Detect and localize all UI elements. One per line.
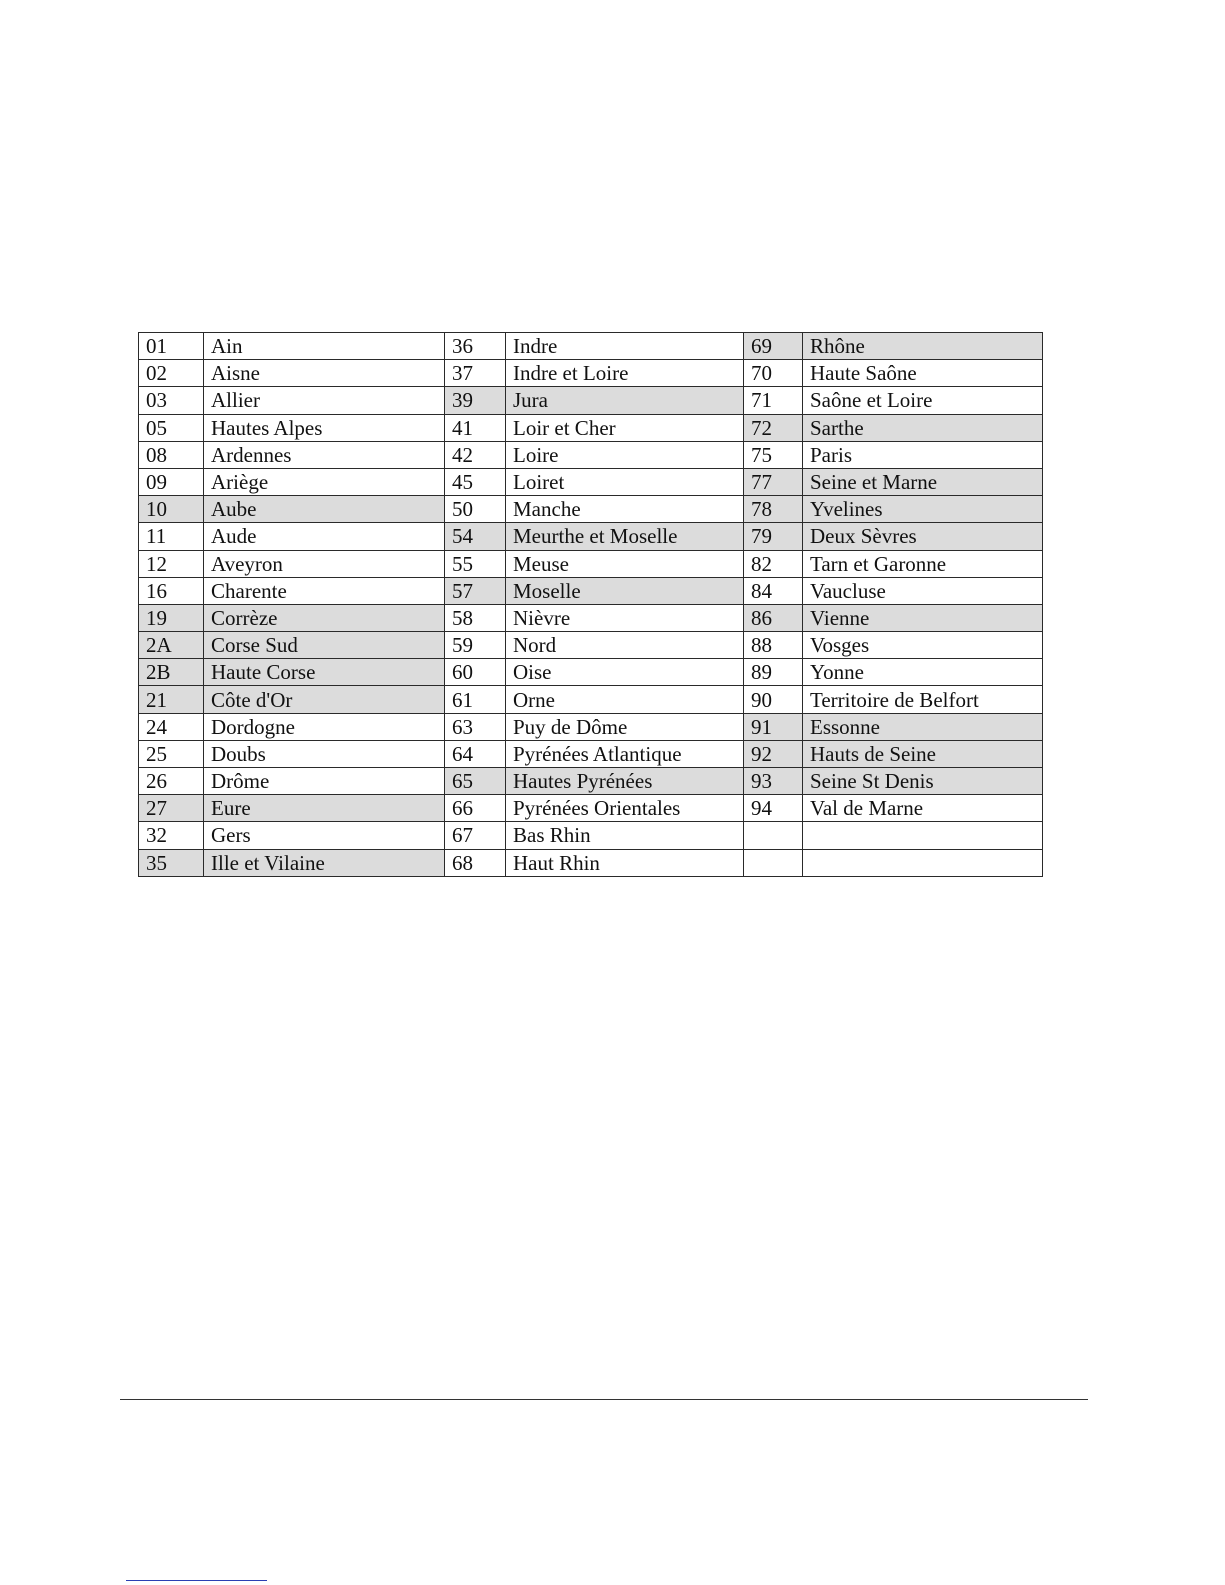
departments-table xyxy=(138,332,1043,877)
department-name-cell: Orne xyxy=(506,686,744,713)
department-code-cell: 58 xyxy=(445,604,506,631)
department-code-cell: 21 xyxy=(139,686,204,713)
department-name-cell: Meurthe et Moselle xyxy=(506,523,744,550)
table-row xyxy=(139,550,1043,577)
department-name-cell: Seine et Marne xyxy=(803,468,1043,495)
department-code-cell: 88 xyxy=(744,632,803,659)
department-code-cell: 93 xyxy=(744,768,803,795)
department-name-cell: Loire xyxy=(506,441,744,468)
department-name-cell: Allier xyxy=(204,387,445,414)
department-code-cell: 45 xyxy=(445,468,506,495)
department-name-cell: Vaucluse xyxy=(803,577,1043,604)
department-code-cell: 69 xyxy=(744,333,803,360)
department-code-cell: 05 xyxy=(139,414,204,441)
department-code-cell: 32 xyxy=(139,822,204,849)
department-name-cell: Ain xyxy=(204,333,445,360)
department-name-cell: Aveyron xyxy=(204,550,445,577)
department-code-cell: 27 xyxy=(139,795,204,822)
department-code-cell: 26 xyxy=(139,768,204,795)
department-code-cell: 50 xyxy=(445,496,506,523)
department-name-cell: Manche xyxy=(506,496,744,523)
department-code-cell: 65 xyxy=(445,768,506,795)
department-code-cell: 2B xyxy=(139,659,204,686)
department-code-cell: 24 xyxy=(139,713,204,740)
department-code-cell: 12 xyxy=(139,550,204,577)
department-name-cell: Haute Saône xyxy=(803,360,1043,387)
department-code-cell: 11 xyxy=(139,523,204,550)
department-code-cell: 37 xyxy=(445,360,506,387)
department-name-cell: Deux Sèvres xyxy=(803,523,1043,550)
department-code-cell: 60 xyxy=(445,659,506,686)
department-name-cell: Corrèze xyxy=(204,604,445,631)
department-name-cell: Loir et Cher xyxy=(506,414,744,441)
table-row xyxy=(139,523,1043,550)
table-row xyxy=(139,686,1043,713)
department-name-cell: Aube xyxy=(204,496,445,523)
table-row xyxy=(139,740,1043,767)
department-code-cell: 92 xyxy=(744,740,803,767)
department-code-cell: 79 xyxy=(744,523,803,550)
department-name-cell: Nord xyxy=(506,632,744,659)
department-code-cell xyxy=(744,849,803,876)
department-name-cell: Aude xyxy=(204,523,445,550)
department-name-cell: Loiret xyxy=(506,468,744,495)
department-name-cell: Indre et Loire xyxy=(506,360,744,387)
department-name-cell: Meuse xyxy=(506,550,744,577)
department-name-cell: Saône et Loire xyxy=(803,387,1043,414)
department-code-cell: 71 xyxy=(744,387,803,414)
department-name-cell: Moselle xyxy=(506,577,744,604)
department-name-cell: Yonne xyxy=(803,659,1043,686)
department-name-cell: Ille et Vilaine xyxy=(204,849,445,876)
department-code-cell: 72 xyxy=(744,414,803,441)
department-name-cell: Indre xyxy=(506,333,744,360)
department-name-cell: Ardennes xyxy=(204,441,445,468)
table-row xyxy=(139,768,1043,795)
department-name-cell: Doubs xyxy=(204,740,445,767)
department-name-cell: Charente xyxy=(204,577,445,604)
department-code-cell: 86 xyxy=(744,604,803,631)
department-name-cell: Gers xyxy=(204,822,445,849)
department-code-cell: 91 xyxy=(744,713,803,740)
department-code-cell: 54 xyxy=(445,523,506,550)
table-row xyxy=(139,468,1043,495)
department-code-cell: 70 xyxy=(744,360,803,387)
department-name-cell: Paris xyxy=(803,441,1043,468)
department-name-cell: Pyrénées Atlantique xyxy=(506,740,744,767)
footer-divider xyxy=(120,1399,1088,1400)
table-row xyxy=(139,659,1043,686)
department-name-cell: Val de Marne xyxy=(803,795,1043,822)
department-code-cell: 84 xyxy=(744,577,803,604)
department-code-cell: 63 xyxy=(445,713,506,740)
department-code-cell: 90 xyxy=(744,686,803,713)
table-row xyxy=(139,441,1043,468)
department-code-cell: 75 xyxy=(744,441,803,468)
department-code-cell: 59 xyxy=(445,632,506,659)
department-code-cell: 16 xyxy=(139,577,204,604)
department-code-cell: 55 xyxy=(445,550,506,577)
department-code-cell: 09 xyxy=(139,468,204,495)
department-name-cell: Sarthe xyxy=(803,414,1043,441)
department-name-cell xyxy=(803,822,1043,849)
department-code-cell: 67 xyxy=(445,822,506,849)
department-code-cell: 78 xyxy=(744,496,803,523)
department-name-cell: Rhône xyxy=(803,333,1043,360)
department-name-cell: Hauts de Seine xyxy=(803,740,1043,767)
department-name-cell: Haute Corse xyxy=(204,659,445,686)
department-code-cell: 64 xyxy=(445,740,506,767)
department-name-cell: Seine St Denis xyxy=(803,768,1043,795)
department-code-cell: 10 xyxy=(139,496,204,523)
department-code-cell: 03 xyxy=(139,387,204,414)
table-row xyxy=(139,577,1043,604)
department-code-cell: 02 xyxy=(139,360,204,387)
table-row xyxy=(139,713,1043,740)
table-row xyxy=(139,496,1043,523)
table-row xyxy=(139,333,1043,360)
department-name-cell: Corse Sud xyxy=(204,632,445,659)
department-name-cell: Hautes Pyrénées xyxy=(506,768,744,795)
department-name-cell: Territoire de Belfort xyxy=(803,686,1043,713)
department-code-cell: 68 xyxy=(445,849,506,876)
department-name-cell: Yvelines xyxy=(803,496,1043,523)
department-code-cell: 82 xyxy=(744,550,803,577)
table-row xyxy=(139,604,1043,631)
footnote-divider xyxy=(126,1580,267,1581)
department-name-cell: Nièvre xyxy=(506,604,744,631)
department-code-cell: 66 xyxy=(445,795,506,822)
table-row xyxy=(139,414,1043,441)
departments-table-body xyxy=(139,333,1043,877)
department-name-cell: Côte d'Or xyxy=(204,686,445,713)
department-code-cell: 94 xyxy=(744,795,803,822)
department-code-cell: 01 xyxy=(139,333,204,360)
department-name-cell: Vienne xyxy=(803,604,1043,631)
department-code-cell: 89 xyxy=(744,659,803,686)
department-name-cell: Bas Rhin xyxy=(506,822,744,849)
department-name-cell: Eure xyxy=(204,795,445,822)
department-name-cell: Drôme xyxy=(204,768,445,795)
department-name-cell: Ariège xyxy=(204,468,445,495)
department-name-cell: Pyrénées Orientales xyxy=(506,795,744,822)
department-code-cell: 42 xyxy=(445,441,506,468)
department-code-cell: 35 xyxy=(139,849,204,876)
table-row xyxy=(139,632,1043,659)
department-code-cell: 41 xyxy=(445,414,506,441)
department-code-cell: 61 xyxy=(445,686,506,713)
department-name-cell: Essonne xyxy=(803,713,1043,740)
department-code-cell: 36 xyxy=(445,333,506,360)
table-row xyxy=(139,795,1043,822)
department-code-cell: 39 xyxy=(445,387,506,414)
department-code-cell: 2A xyxy=(139,632,204,659)
department-name-cell: Jura xyxy=(506,387,744,414)
department-name-cell: Dordogne xyxy=(204,713,445,740)
table-row xyxy=(139,360,1043,387)
department-name-cell: Puy de Dôme xyxy=(506,713,744,740)
department-code-cell xyxy=(744,822,803,849)
department-code-cell: 19 xyxy=(139,604,204,631)
table-row xyxy=(139,387,1043,414)
department-code-cell: 08 xyxy=(139,441,204,468)
department-code-cell: 57 xyxy=(445,577,506,604)
department-code-cell: 25 xyxy=(139,740,204,767)
department-code-cell: 77 xyxy=(744,468,803,495)
department-name-cell: Vosges xyxy=(803,632,1043,659)
department-name-cell: Haut Rhin xyxy=(506,849,744,876)
department-name-cell: Aisne xyxy=(204,360,445,387)
table-row xyxy=(139,822,1043,849)
department-name-cell: Tarn et Garonne xyxy=(803,550,1043,577)
department-name-cell: Oise xyxy=(506,659,744,686)
department-name-cell xyxy=(803,849,1043,876)
table-row xyxy=(139,849,1043,876)
department-name-cell: Hautes Alpes xyxy=(204,414,445,441)
